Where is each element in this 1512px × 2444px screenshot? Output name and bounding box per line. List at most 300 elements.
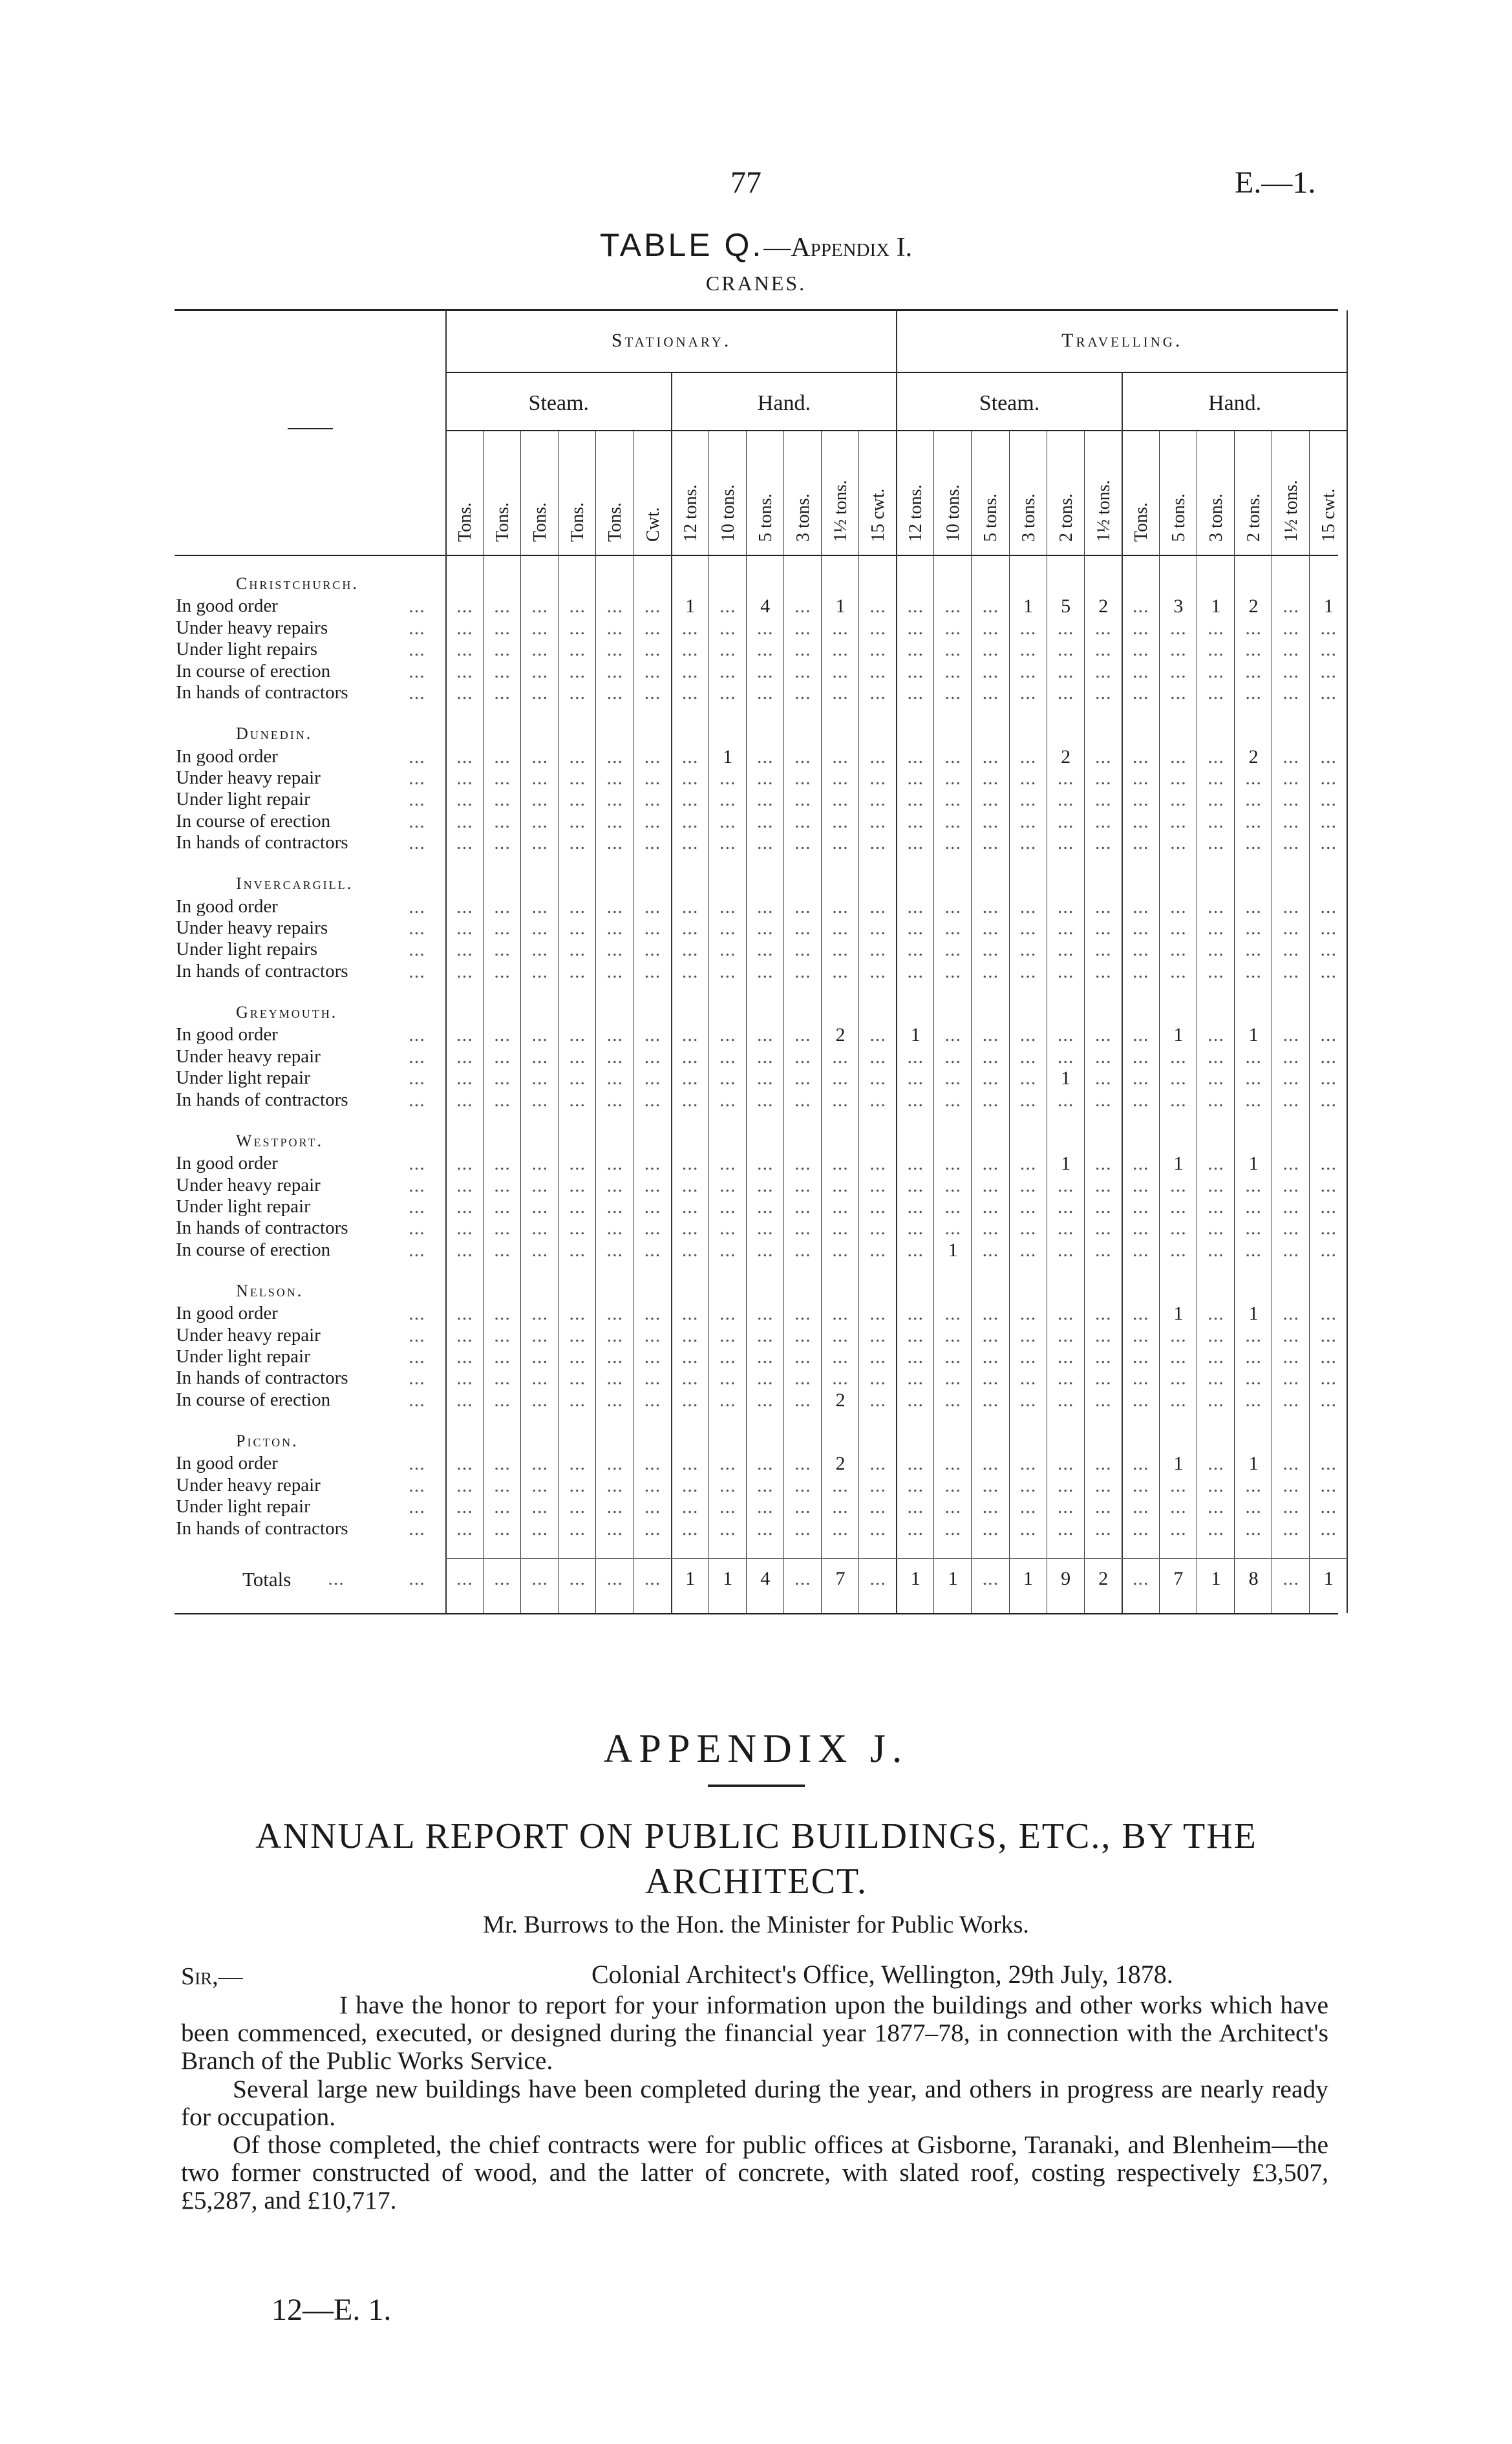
table-cell-empty: ...: [757, 660, 774, 682]
table-cell-empty: ...: [644, 1239, 661, 1261]
table-cell-value: 1: [1248, 1453, 1259, 1475]
table-cell-value: 1: [1061, 1067, 1071, 1089]
table-cell-empty: ...: [494, 1195, 511, 1217]
table-cell-empty: ...: [832, 789, 849, 811]
table-cell-empty: ...: [456, 617, 473, 639]
table-cell-empty: ...: [1170, 1367, 1187, 1389]
row-label: In course of erection: [176, 1389, 331, 1410]
column-header: 5 tons.: [755, 493, 776, 542]
table-cell-empty: ...: [1019, 1346, 1037, 1368]
table-cell-empty: ...: [1283, 1195, 1299, 1217]
table-cell-empty: ...: [1208, 1303, 1224, 1325]
table-cell-empty: ...: [1320, 1067, 1337, 1089]
table-cell-empty: ...: [1245, 1474, 1262, 1496]
table-cell-empty: ...: [832, 939, 849, 961]
table-cell-empty: ...: [531, 1174, 548, 1196]
table-cell-empty: ...: [644, 789, 661, 811]
table-cell-empty: ...: [1283, 1239, 1299, 1261]
table-cell-empty: ...: [907, 1496, 924, 1518]
table-cell-empty: ...: [1320, 917, 1337, 939]
table-cell-empty: ...: [982, 832, 999, 854]
table-cell-empty: ...: [1208, 939, 1224, 961]
table-cell-empty: ...: [1094, 917, 1112, 939]
table-cell-empty: ...: [531, 1024, 548, 1046]
table-cell-empty: ...: [494, 1024, 511, 1046]
row-leader: ...: [409, 1153, 425, 1175]
table-cell-empty: ...: [1019, 960, 1037, 982]
table-cell-empty: ...: [606, 810, 624, 832]
table-cell-empty: ...: [982, 1045, 999, 1067]
table-cell-empty: ...: [1057, 1496, 1074, 1518]
group-header-stationary: Stationary.: [611, 330, 732, 351]
table-cell-empty: ...: [1170, 1217, 1187, 1239]
table-cell-empty: ...: [869, 1217, 886, 1239]
table-cell-empty: ...: [569, 1474, 586, 1496]
totals-cell-value: 1: [948, 1568, 958, 1589]
table-cell-empty: ...: [1019, 1324, 1037, 1346]
table-cell-empty: ...: [1245, 617, 1262, 639]
table-cell-empty: ...: [569, 1389, 586, 1411]
table-cell-empty: ...: [757, 639, 774, 661]
table-cell-empty: ...: [456, 745, 473, 767]
row-label: In hands of contractors: [176, 1089, 348, 1110]
table-cell-empty: ...: [644, 1453, 661, 1475]
table-cell-value: 2: [835, 1024, 846, 1046]
table-cell-empty: ...: [719, 1195, 736, 1217]
table-cell-empty: ...: [531, 1195, 548, 1217]
paragraph-1: I have the honor to report for your information upon the buildings and other works which have been commenced, executed, or designed during the financial year 1877–78, in connection with the Architect's Branch of the Public Works Service.: [181, 1991, 1328, 2075]
table-cell-empty: ...: [1094, 682, 1112, 703]
table-cell-empty: ...: [1208, 1496, 1224, 1518]
table-cell-empty: ...: [1245, 1389, 1262, 1411]
table-cell-empty: ...: [1208, 1067, 1224, 1089]
table-cell-empty: ...: [719, 1217, 736, 1239]
table-cell-empty: ...: [644, 1024, 661, 1046]
table-cell-empty: ...: [1094, 1045, 1112, 1067]
table-cell-empty: ...: [1320, 1195, 1337, 1217]
table-cell-empty: ...: [982, 745, 999, 767]
table-cell-empty: ...: [1283, 1153, 1299, 1175]
table-cell-empty: ...: [1320, 1174, 1337, 1196]
table-cell-empty: ...: [569, 1067, 586, 1089]
table-cell-empty: ...: [1133, 1496, 1149, 1518]
row-label: In course of erection: [176, 660, 331, 681]
totals-cell-value: 1: [1023, 1568, 1033, 1589]
table-cell-empty: ...: [832, 639, 849, 661]
column-line: [671, 372, 672, 1613]
table-cell-empty: ...: [869, 1367, 886, 1389]
table-cell-empty: ...: [1094, 1195, 1112, 1217]
table-cell-empty: ...: [1170, 832, 1187, 854]
table-cell-empty: ...: [1170, 682, 1187, 703]
table-cell-empty: ...: [869, 1239, 886, 1261]
table-cell-empty: ...: [531, 1324, 548, 1346]
table-cell-empty: ...: [1208, 682, 1224, 703]
table-cell-empty: ...: [1320, 639, 1337, 661]
table-cell-empty: ...: [757, 1045, 774, 1067]
table-cell-empty: ...: [1208, 1195, 1224, 1217]
column-header: Tons.: [455, 502, 475, 542]
table-cell-empty: ...: [1133, 1153, 1149, 1175]
table-cell-empty: ...: [456, 1067, 473, 1089]
table-cell-empty: ...: [832, 682, 849, 703]
row-leader: ...: [409, 1067, 425, 1089]
table-cell-empty: ...: [944, 832, 962, 854]
table-cell-empty: ...: [531, 1453, 548, 1475]
totals-cell-value: 1: [1211, 1568, 1221, 1589]
table-cell-value: 2: [1061, 745, 1071, 767]
table-cell-empty: ...: [681, 1089, 699, 1111]
row-leader: ...: [409, 1089, 425, 1111]
table-cell-empty: ...: [1208, 1217, 1224, 1239]
table-cell-value: 1: [1248, 1303, 1259, 1325]
table-cell-empty: ...: [644, 767, 661, 789]
paragraph-2: Several large new buildings have been completed during the year, and others in progress are nearly ready for occupation.: [181, 2075, 1328, 2131]
table-cell-empty: ...: [1133, 917, 1149, 939]
table-cell-empty: ...: [1019, 1024, 1037, 1046]
table-cell-empty: ...: [719, 917, 736, 939]
table-cell-empty: ...: [1245, 1324, 1262, 1346]
table-cell-empty: ...: [719, 1367, 736, 1389]
table-cell-empty: ...: [1170, 1346, 1187, 1368]
table-cell-empty: ...: [1094, 1067, 1112, 1089]
table-cell-value: 1: [1248, 1024, 1259, 1046]
table-cell-empty: ...: [907, 682, 924, 703]
table-cell-empty: ...: [1019, 832, 1037, 854]
table-cell-empty: ...: [494, 617, 511, 639]
table-cell-empty: ...: [1094, 767, 1112, 789]
table-cell-empty: ...: [869, 1195, 886, 1217]
table-cell-empty: ...: [1019, 1153, 1037, 1175]
table-cell-empty: ...: [1208, 1239, 1224, 1261]
row-label: In hands of contractors: [176, 1517, 348, 1539]
table-cell-empty: ...: [982, 1496, 999, 1518]
totals-cell-value: 1: [685, 1568, 696, 1589]
row-label: In hands of contractors: [176, 682, 348, 703]
table-cell-value: 2: [1098, 595, 1109, 617]
table-cell-empty: ...: [757, 745, 774, 767]
column-header: 3 tons.: [1206, 493, 1226, 542]
appendix-heading: APPENDIX J.: [603, 1727, 909, 1771]
table-cell-empty: ...: [944, 1324, 962, 1346]
table-cell-empty: ...: [869, 1389, 886, 1411]
column-header: 1½ tons.: [1281, 480, 1302, 542]
table-cell-empty: ...: [681, 767, 699, 789]
table-cell-empty: ...: [644, 745, 661, 767]
table-cell-empty: ...: [569, 1346, 586, 1368]
table-cell-empty: ...: [794, 1067, 811, 1089]
table-cell-empty: ...: [1208, 639, 1224, 661]
table-cell-empty: ...: [681, 832, 699, 854]
table-cell-empty: ...: [944, 639, 962, 661]
table-cell-empty: ...: [681, 1045, 699, 1067]
table-cell-empty: ...: [1208, 810, 1224, 832]
table-cell-empty: ...: [1208, 745, 1224, 767]
column-header: Cwt.: [643, 507, 663, 542]
table-cell-empty: ...: [1133, 617, 1149, 639]
table-cell-empty: ...: [757, 1346, 774, 1368]
table-cell-empty: ...: [869, 832, 886, 854]
table-cell-empty: ...: [1094, 617, 1112, 639]
totals-cell-empty: ...: [1283, 1568, 1299, 1589]
row-label: In hands of contractors: [176, 1217, 348, 1239]
table-cell-empty: ...: [456, 1389, 473, 1411]
table-cell-empty: ...: [869, 917, 886, 939]
totals-cell-empty: ...: [1133, 1568, 1149, 1589]
table-cell-empty: ...: [907, 895, 924, 917]
table-cell-empty: ...: [832, 1239, 849, 1261]
table-cell-empty: ...: [794, 1496, 811, 1518]
row-leader: ...: [409, 1474, 425, 1496]
table-cell-empty: ...: [644, 617, 661, 639]
table-cell-empty: ...: [832, 1496, 849, 1518]
table-cell-empty: ...: [1133, 1239, 1149, 1261]
table-cell-empty: ...: [606, 1024, 624, 1046]
table-cell-empty: ...: [681, 810, 699, 832]
totals-cell-empty: ...: [531, 1568, 548, 1589]
table-cell-empty: ...: [1208, 1389, 1224, 1411]
table-cell-empty: ...: [1057, 1174, 1074, 1196]
table-cell-empty: ...: [1283, 595, 1299, 617]
table-cell-empty: ...: [1133, 682, 1149, 703]
row-leader: ...: [409, 939, 425, 961]
table-cell-empty: ...: [1057, 617, 1074, 639]
table-cell-empty: ...: [1283, 617, 1299, 639]
table-cell-empty: ...: [606, 1367, 624, 1389]
table-cell-empty: ...: [456, 917, 473, 939]
table-cell-empty: ...: [719, 682, 736, 703]
totals-cell-value: 1: [910, 1568, 921, 1589]
row-label: Under heavy repair: [176, 1474, 321, 1495]
table-cell-empty: ...: [606, 789, 624, 811]
table-cell-empty: ...: [569, 810, 586, 832]
table-top-rule: [175, 309, 1338, 311]
table-cell-empty: ...: [944, 1024, 962, 1046]
table-cell-empty: ...: [531, 1496, 548, 1518]
table-cell-empty: ...: [907, 1045, 924, 1067]
table-cell-empty: ...: [531, 617, 548, 639]
table-title-main: TABLE Q.: [599, 227, 764, 263]
table-cell-empty: ...: [644, 895, 661, 917]
table-cell-empty: ...: [944, 1517, 962, 1539]
row-label: Under heavy repairs: [176, 617, 328, 638]
column-header: 15 cwt.: [1319, 488, 1339, 542]
table-cell-empty: ...: [757, 1474, 774, 1496]
table-cell-empty: ...: [869, 617, 886, 639]
table-cell-empty: ...: [456, 682, 473, 703]
table-cell-empty: ...: [1057, 1389, 1074, 1411]
table-cell-empty: ...: [1170, 895, 1187, 917]
totals-leader: ...: [328, 1568, 345, 1589]
table-cell-empty: ...: [907, 1324, 924, 1346]
table-cell-empty: ...: [832, 810, 849, 832]
table-cell-empty: ...: [944, 660, 962, 682]
row-label: Under light repair: [176, 1067, 310, 1089]
table-cell-empty: ...: [569, 1217, 586, 1239]
totals-cell-empty: ...: [606, 1568, 624, 1589]
table-cell-empty: ...: [1208, 1024, 1224, 1046]
table-cell-empty: ...: [794, 832, 811, 854]
table-cell-empty: ...: [907, 1153, 924, 1175]
table-cell-empty: ...: [1094, 1367, 1112, 1389]
table-cell-empty: ...: [494, 917, 511, 939]
table-cell-empty: ...: [569, 745, 586, 767]
row-leader: ...: [409, 595, 425, 617]
table-cell-empty: ...: [794, 1153, 811, 1175]
table-cell-empty: ...: [794, 595, 811, 617]
column-header: 2 tons.: [1056, 493, 1076, 542]
table-cell-empty: ...: [606, 745, 624, 767]
page-number: 77: [730, 166, 761, 200]
table-cell-empty: ...: [494, 660, 511, 682]
table-cell-empty: ...: [494, 1174, 511, 1196]
table-cell-empty: ...: [757, 617, 774, 639]
table-cell-empty: ...: [982, 895, 999, 917]
table-cell-empty: ...: [1283, 1517, 1299, 1539]
table-cell-empty: ...: [1133, 1067, 1149, 1089]
table-cell-empty: ...: [757, 1517, 774, 1539]
table-cell-empty: ...: [644, 939, 661, 961]
table-cell-empty: ...: [1208, 1367, 1224, 1389]
table-cell-empty: ...: [832, 1324, 849, 1346]
table-cell-empty: ...: [1094, 1174, 1112, 1196]
table-cell-empty: ...: [1245, 1089, 1262, 1111]
totals-cell-value: 4: [760, 1568, 771, 1589]
table-cell-empty: ...: [1170, 960, 1187, 982]
table-cell-empty: ...: [869, 1045, 886, 1067]
table-cell-empty: ...: [832, 1089, 849, 1111]
table-cell-empty: ...: [757, 917, 774, 939]
table-cell-empty: ...: [569, 895, 586, 917]
table-cell-empty: ...: [757, 810, 774, 832]
table-cell-empty: ...: [681, 1153, 699, 1175]
table-cell-empty: ...: [1320, 1474, 1337, 1496]
table-cell-empty: ...: [1170, 767, 1187, 789]
table-cell-empty: ...: [569, 1239, 586, 1261]
salutation: Sir,—: [181, 1963, 243, 1990]
table-cell-empty: ...: [1133, 789, 1149, 811]
table-cell-empty: ...: [531, 595, 548, 617]
table-cell-empty: ...: [794, 1217, 811, 1239]
table-cell-empty: ...: [869, 810, 886, 832]
table-cell-value: 1: [685, 595, 696, 617]
column-header: 5 tons.: [981, 493, 1001, 542]
table-cell-empty: ...: [569, 832, 586, 854]
table-cell-empty: ...: [757, 1303, 774, 1325]
table-cell-empty: ...: [832, 895, 849, 917]
table-cell-empty: ...: [869, 1474, 886, 1496]
table-cell-empty: ...: [1170, 1089, 1187, 1111]
table-cell-empty: ...: [1208, 1474, 1224, 1496]
table-cell-value: 1: [1211, 595, 1221, 617]
table-cell-empty: ...: [907, 1303, 924, 1325]
table-cell-empty: ...: [719, 789, 736, 811]
table-cell-empty: ...: [531, 1474, 548, 1496]
table-cell-empty: ...: [606, 1389, 624, 1411]
table-cell-empty: ...: [644, 595, 661, 617]
table-cell-empty: ...: [606, 1517, 624, 1539]
table-cell-empty: ...: [944, 1174, 962, 1196]
table-cell-empty: ...: [494, 1324, 511, 1346]
row-label: Under light repairs: [176, 939, 318, 960]
table-cell-empty: ...: [1133, 1453, 1149, 1475]
table-cell-value: 1: [948, 1239, 958, 1261]
row-leader: ...: [409, 895, 425, 917]
table-cell-empty: ...: [982, 789, 999, 811]
totals-cell-value: 7: [1173, 1568, 1184, 1589]
table-cell-empty: ...: [794, 1389, 811, 1411]
table-cell-empty: ...: [456, 660, 473, 682]
table-cell-empty: ...: [944, 939, 962, 961]
table-cell-empty: ...: [531, 1153, 548, 1175]
table-cell-empty: ...: [1283, 1474, 1299, 1496]
table-cell-empty: ...: [757, 939, 774, 961]
table-cell-empty: ...: [944, 595, 962, 617]
table-cell-empty: ...: [1094, 1217, 1112, 1239]
table-cell-empty: ...: [869, 939, 886, 961]
table-cell-empty: ...: [644, 1174, 661, 1196]
table-cell-value: 1: [1173, 1453, 1184, 1475]
table-cell-empty: ...: [681, 1195, 699, 1217]
table-cell-empty: ...: [1320, 1045, 1337, 1067]
table-cell-empty: ...: [606, 832, 624, 854]
table-cell-empty: ...: [1283, 1453, 1299, 1475]
row-label: Under light repair: [176, 1195, 310, 1217]
table-cell-empty: ...: [719, 1389, 736, 1411]
table-cell-empty: ...: [944, 1089, 962, 1111]
table-cell-empty: ...: [719, 1239, 736, 1261]
table-subtitle: CRANES.: [705, 272, 807, 295]
table-cell-empty: ...: [869, 1496, 886, 1518]
table-cell-empty: ...: [869, 789, 886, 811]
table-cell-empty: ...: [1019, 682, 1037, 703]
table-cell-empty: ...: [944, 917, 962, 939]
table-cell-empty: ...: [1320, 1153, 1337, 1175]
town-name: Nelson.: [236, 1281, 304, 1300]
table-cell-value: 2: [835, 1453, 846, 1475]
table-cell-empty: ...: [982, 682, 999, 703]
table-cell-value: 3: [1173, 595, 1184, 617]
table-cell-empty: ...: [1019, 1367, 1037, 1389]
table-cell-empty: ...: [832, 617, 849, 639]
table-cell-empty: ...: [832, 745, 849, 767]
table-cell-empty: ...: [569, 917, 586, 939]
table-cell-empty: ...: [569, 960, 586, 982]
totals-cell-empty: ...: [794, 1568, 811, 1589]
table-cell-empty: ...: [494, 639, 511, 661]
table-cell-empty: ...: [494, 789, 511, 811]
totals-cell-empty: ...: [494, 1568, 511, 1589]
table-cell-empty: ...: [794, 1346, 811, 1368]
column-header: Tons.: [493, 502, 513, 542]
table-cell-empty: ...: [944, 1346, 962, 1368]
column-header: 10 tons.: [943, 484, 964, 542]
table-cell-empty: ...: [832, 917, 849, 939]
table-cell-empty: ...: [944, 767, 962, 789]
column-header: 3 tons.: [1018, 493, 1039, 542]
table-cell-empty: ...: [606, 767, 624, 789]
table-cell-empty: ...: [494, 832, 511, 854]
table-cell-empty: ...: [944, 1474, 962, 1496]
table-cell-empty: ...: [869, 1153, 886, 1175]
row-leader: ...: [409, 789, 425, 811]
table-cell-empty: ...: [1094, 639, 1112, 661]
table-cell-empty: ...: [606, 939, 624, 961]
table-cell-empty: ...: [832, 832, 849, 854]
table-cell-empty: ...: [1094, 1324, 1112, 1346]
table-cell-empty: ...: [644, 682, 661, 703]
table-cell-empty: ...: [531, 939, 548, 961]
